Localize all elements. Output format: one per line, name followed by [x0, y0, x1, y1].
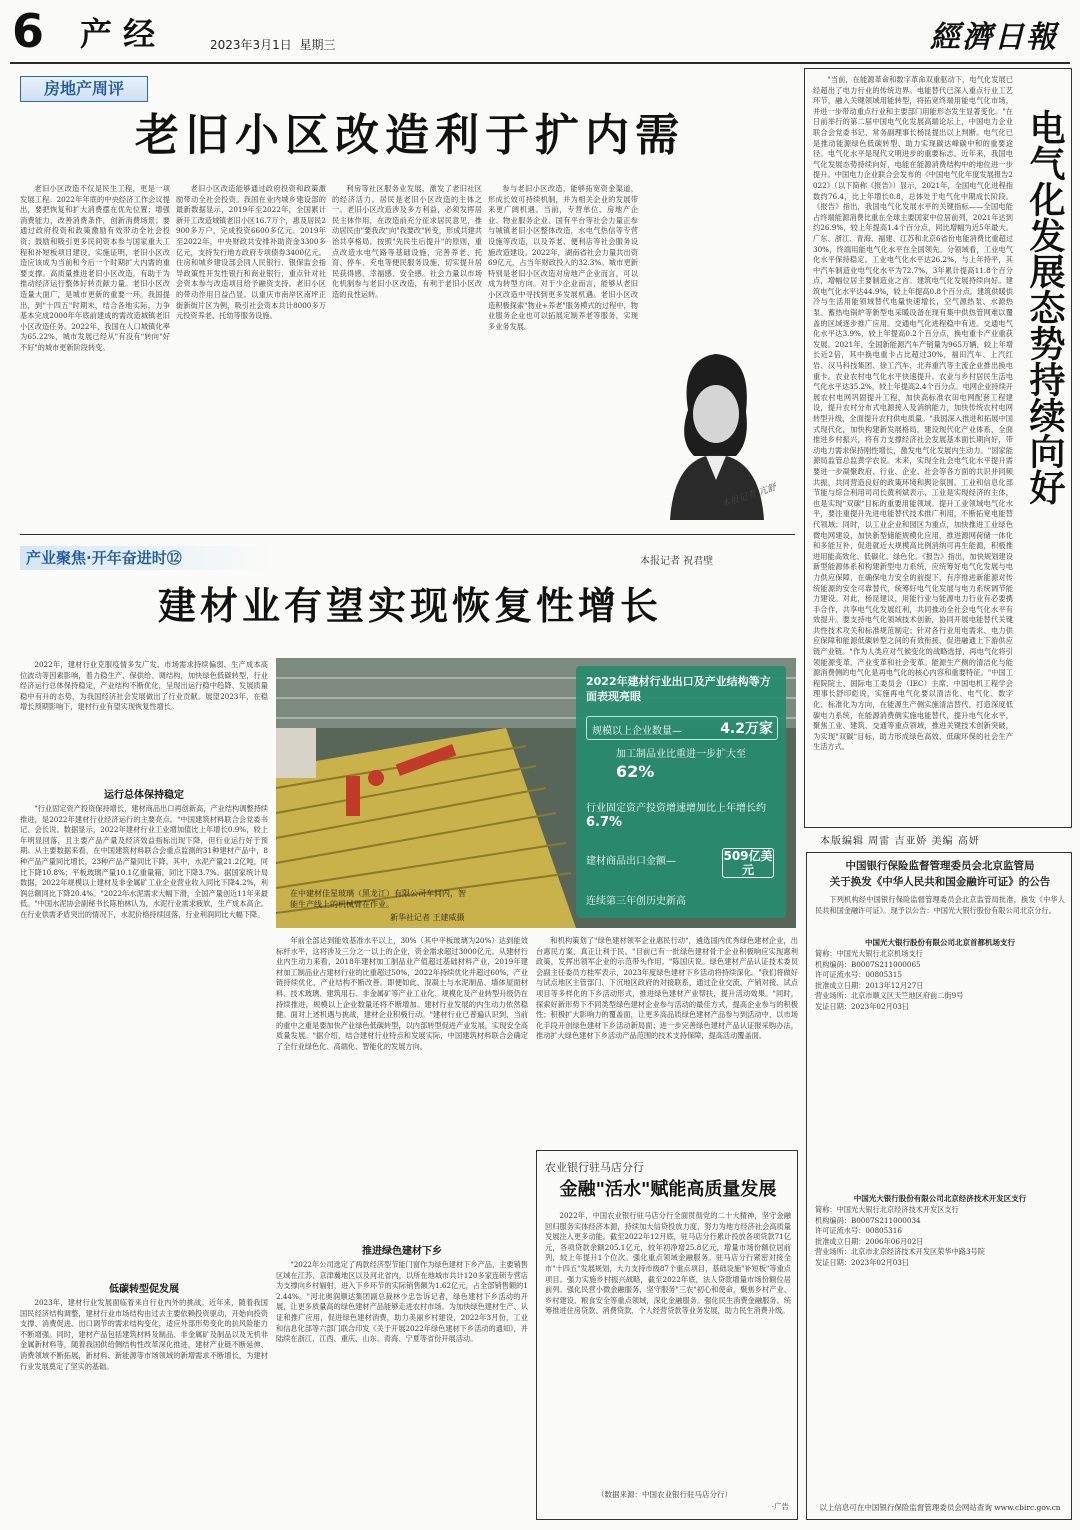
building-col3: 和机构策划了"绿色建材领军企业惠民行动"，遴选国内优秀绿色建材企业，出台惠民方案，真正让利于民。"目前已有一批绿色建材骨干企业积极响应实现惠利政策，发挥出领军企业的示范带头作用。"陈国庆说。绿色建材产品认证技术委员会副主任委员方桂军表示，2023年度绿色建材下乡活动将持续深化。"我们将做好与试点地区主管部门、下沉地区政府的对接联系，通过企业交流、产销对接、试点项目等多样化的下乡活动形式，推进绿色建材产业帮扶，提升活动效果。"同时，探索好新形势下不同类型绿色建材企业参与活动的最佳方式，提高企业参与的积极性；积极扩大影响力的覆盖面，让更多高品质绿色建材产品参与到活动中，以市场化手段开创绿色建材下乡活动新局面；进一步完善绿色建材产品认证报采购办法，推动扩大绿色建材下乡活动产品范围的技术支持保障，提高活动覆盖面。 [536, 936, 798, 1041]
entry-2-line-6: 发证日期：2023年02月03日 [815, 1257, 910, 1267]
subhead-lowcarbon: 低碳转型促发展 [109, 1284, 179, 1295]
entry-2-name: 中国光大银行股份有限公司北京经济技术开发区支行 [853, 1194, 1027, 1203]
housing-col-4: 参与老旧小区改造，能够拓宽资金渠道，形成长效可持续机制，并为相关企业的发展带来更广阔机遇。当前，专营单位、房地产企业、物业服务企业、国有平台等社会力量正参与城镇老旧小区整体改造，水电气热信等专营设施等改造，以及养老、便利店等社会服务设施改造建设。2022年，湖南省社会力量共出资69亿元，占当年财政投入的32.3%。城市更新特别是老旧小区改造对房地产企业而言，可以成为转型方向。对于少企业而言，能够从老旧小区改造中寻找到更多发展机遇。老旧小区改造积极探索"物业+养老"服务模式的过程中，物业服务企业也可以拓展定制养老等服务，实现多业务发展。 [488, 184, 638, 331]
entry-2-line-2: 机构编码：B0007S211000034 [815, 1215, 921, 1225]
page-number: 6 [12, 4, 45, 58]
building-headline: 建材业有望实现恢复性增长 [157, 584, 662, 628]
ad-abc-bank [536, 1150, 798, 1520]
building-col2b: "2022年公司选定了两款经济型节能门窗作为绿色建材下乡产品，主要销售区域在江苏、京津冀地区以及河北省内，以所在地城市共计120多家连锁专营店为支撑向乡村辐射，进入下乡环节的实际销售额为1.62亿元，占全部销售额的12.44%。"河北奥润顺达集团副总裁林少忠告诉记者，绿色建材下乡活动的开展，让更多质量高的绿色建材产品能够走进农村市场。为加快绿色建材生产、认证和推广应用，促进绿色建材消费，助力美丽乡村建设，2022年3月份，工业和信息化部等六部门联合印发《关于开展2022年绿色建材下乡活动的通知》，并陆续在浙江、江西、重庆、山东、青海、宁夏等省份开展活动。 [276, 1260, 528, 1344]
subhead-rural: 推进绿色建材下乡 [362, 1246, 442, 1257]
ad-cbirc-notice [806, 852, 1072, 1520]
infobox-title: 2022年建材行业出口及产业结构等方面表现亮眼 [586, 675, 771, 703]
page-header [0, 0, 1080, 64]
ad1-mark: ·广告 [771, 1502, 789, 1511]
ad2-entry-1 [815, 937, 1065, 1013]
housing-headline: 老旧小区改造利于扩内需 [135, 110, 685, 161]
electric-body: "当前，在能源革命和数字革命双重驱动下，电气化发展已经超出了电力行业的传统边界。电能替代已深入重点行业工艺环节，融入关键领域用能转型，将拓宽终端用能电气化市场，并进一步带动重点行业和主要部门用能形态发生显著变化。"在日前举行的第二届中国电气化发展高端论坛上，中国电力企业联合会党委书记、常务副理事长杨昆提出以上判断。电气化已是推动能源绿色低碳转型、助力实现碳达峰碳中和的重要途径。电气化水平是现代文明进步的重要标志。近年来，我国电气化发展态势持续向好，电能在能源消费结构中的地位进一步提升。中国电力企业联合会发布的《中国电气化年度发展报告2022》（以下简称《报告》）显示，2021年，全国电气化进程指数约76.4，比上年增长0.8，总体处于电气化中期成长阶段。《报告》指出，我国电气化发展水平的关键指标——全国电能占终端能源消费比重在全球主要国家中位居前列，2021年达到约26.9%，较上年提高1.4个百分点，同比增幅为近5年最大。广东、浙江、青海、福建、江苏和北京6省份电能消费比重超过30%，终端用能电气化水平在全国领先。分领域看，工业电气化水平保持稳定。工业电气化水平达26.2%，与上年持平，其中汽车制造业电气化水平为72.7%，3年累计提高11.8个百分点，增幅位居主要制造业之首。建筑电气化发展持续向好。建筑电气化水平达44.9%，较上年提高0.8个百分点。建筑供暖供冷与生活用能领域替代电量快速增长，空气源热泵、水源热泵、蓄热电锅炉等新型电采暖设备在现有集中供热管网难以覆盖的区域逐步推广应用。交通电气化进程稳中有进。交通电气化水平达3.9%，较上年提高0.2个百分点，换电重卡产业重获发展。2021年，全国新能源汽车产销量为965万辆，较上年增长近2倍，其中换电重卡占比超过30%，福田汽车、上汽红岩、汉马科技集团、徐工汽车、北奔重汽等主流企业推出换电重卡。农业农村电气化水平快速提升。农业与乡村居民生活电气化水平达35.2%，较上年提高2.4个百分点。电网企业持续开展农村电网巩固提升工程，加快高标准农田电网配套工程建设，提升农村分布式电源接入及消纳能力，加快传统农村电网转型升级，全面提升农村供电质量。"我国深入推进和拓展中国式现代化，加快构建新发展格局，建设现代化产业体系，全面推进乡村振兴，将有力支撑经济社会发展基本面长期向好，带动电力需求保持刚性增长，激发电气化发展内生动力。"国家能源局监管总监黄学农说。未来，实现全社会电气化水平提升需要进一步凝聚政府、行业、企业、社会等各方面的共识并同频共振，共同营造良好的政策环境和舆论氛围。工业和信息化部节能与综合利用司司长黄利斌表示，工业是实现经济的主体，也是实现"双碳"目标的重要用能领域。提升工业领域电气化水平，要注重提升先进电能替代技术推广利用，不断拓宽电能替代领域；同时，以工业企业和园区为重点，加快推进工业绿色微电网建设，加快新型储能规模化应用，推进源网荷储一体化和多能互补，促进就近大规模高比例消纳可再生能源，积极推进用能高效化、低碳化、绿色化。《报告》指出，加快规划建设新型能源体系和构建新型电力系统，应统筹好电气化发展与电力供应保障，在确保电力安全的前提下，有序推进新能源对传统能源的安全可靠替代，统筹好电气化发展与电力系统调节能力建设。对此，杨昆建议，用能行业与能源电力行业有必要携手合作，共享电气化发展红利，共同推动全社会电气化水平有效提升。要支持电气化领域技术创新，协同开展电能替代关键共性技术攻关和标准规范制定；针对各行业用电需求、电力供应保障和能源低碳转型之间的有效衔接，促进融通上下游供应链产业链。"作为人类应对气候变化的战略选择，再电气化将引领能源变革、产业变革和社会变革。能源生产侧的清洁化与能源消费侧的电气化是再电气化的核心内容和重要特征。"中国工程院院士、国际电工委员会（IEC）主席、中国电机工程学会理事长舒印彪说，实施再电气化要以清洁化、电气化、数字化、标准化为方向，在能源生产侧实施清洁替代，打造深度低碳电力系统，在能源消费侧实施电能替代，提升电气化水平，聚焦工业、建筑、交通等重点领域，推进关键技术创新突破，为实现"双碳"目标，助力形成绿色高效、低碳环保的社会生产生活方式。 [813, 75, 1013, 752]
housing-col-3: 利房等社区服务业发展，激发了老旧社区的经济活力。居民是老旧小区改造的主体之一。老旧小区改造涉及多方利益，必须发挥居民主体作用，在改造前充分征求居民意见，推动居民由"要我改"向"我要改"转变，形成共建共治共享格局。按照"先民生后提升"的原则，重点改造水电气路等基础设施，完善养老、托育、停车、充电等便民服务设施，切实提升居民获得感、幸福感、安全感。社会力量以市场化机制参与老旧小区改造，有利于老旧小区改造的良性运转。 [332, 184, 482, 299]
entry-1-line-6: 发证日期：2023年02月03日 [815, 1001, 910, 1011]
entry-1-name: 中国光大银行股份有限公司北京首都机场支行 [865, 938, 1015, 947]
entry-1-line-3: 许可证流水号：00805315 [815, 970, 902, 980]
ad1-source: （数据来源：中国农业银行驻马店分行） [597, 1490, 732, 1499]
photo-credit: 新华社记者 王建威摄 [390, 913, 465, 922]
infobox-item-4: 建材商品出口金额— 509亿美元 [586, 849, 773, 877]
entry-2-line-1: 简称：中国光大银行北京经济技术开发区支行 [815, 1205, 959, 1214]
electric-article [804, 68, 1072, 828]
building-intro: 2022年，建材行业克服疫情多发广发、市场需求持续偏弱、生产成本高位波动等因素影响，着力稳生产、保供给、调结构，加快绿色低碳转型，行业经济运行总体保持稳定，产业结构不断优化，呈现出运行稳中趋降、发展质量稳中有升的态势，为我国经济社会发展做出了行业贡献。展望2023年，在稳增长预期影响下，建材行业有望实现恢复性增长。 [20, 660, 268, 712]
section-name: 产 经 [80, 15, 156, 53]
ad1-head: 农业银行驻马店分行 [545, 1161, 644, 1174]
building-col2: 年前全部达到能效基准水平以上，30%（其中平板玻璃为20%）达到能效标杆水平，这将涉及三分之一以上的企业，资金需求超过3000亿元。从建材行业内生动力来看，2018年建材加工制品业产值超过基础材料产业，2019年建材加工制品业占建材行业的比重超过50%，2022年持续优化并超过60%，产业链持续优化，产业结构不断改善。即便如此，混凝土与水泥制品、墙体屋面材料、技术玻璃、建筑用石、非金属矿等产业工业化、规模化及产业转型升级仍在持续推进，规模以上企业数量还将不断增加。建材行业发展的内生动力依然稳健。面对上述机遇与挑战，建材企业积极行动。"建材行业已普遍认识到，当前的重中之重是要加快产业绿色低碳转型，以内部转型促进产业发展，实现安全高质量发展。"据介绍，结合建材行业特点和发展实际，中国建筑材料联合会确定了全行业绿色化、高端化、智能化的发展方向。 [276, 936, 528, 1051]
editors-line: 本版编辑 周雷 吉亚娇 美编 高妍 [820, 836, 980, 847]
entry-1-line-4: 批准成立日期：2013年12月27日 [815, 980, 924, 990]
ad2-subtitle: 关于换发《中华人民共和国金融许可证》的公告 [829, 876, 1051, 888]
ad2-entry-2 [815, 1193, 1065, 1269]
electric-headline: 电气化发展态势持续向好 [1024, 109, 1065, 505]
infobox-item-2: 加工制品业比重进一步扩大至 62% [616, 749, 746, 781]
ad1-title: 金融"活水"赋能高质量发展 [559, 1179, 777, 1200]
ad2-intro: 下列机构经中国银行保险监督管理委员会北京监管局批准，换发《中华人民共和国金融许可证》。现予以公告：中国光大银行股份有限公司北京分行。 [815, 895, 1065, 915]
infobox [576, 666, 786, 918]
entry-1-line-2: 机构编码：B0007S211000065 [815, 959, 921, 969]
header-rule [10, 62, 1070, 64]
housing-col-1: 老旧小区改造不仅是民生工程，更是一项发展工程。2022年年底的中央经济工作会议提出，要把恢复和扩大消费摆在优先位置；增强消费能力，改善消费条件，创新消费场景；要通过政府投资和政策激励有效带动全社会投资；鼓励和吸引更多民间资本参与国家重大工程和补短板项目建设。实施证明，老旧小区改造应该成为当前和今后一个时期扩大内需的重要支撑。高质量推进老旧小区改造，有助于为推动经济运行整体好转贡献力量。老旧小区改造量大面广，是城市更新的重要一环。我国提出，到"十四五"时期末，结合各地实际，力争基本完成2000年年底前建成的需改造城镇老旧小区改造任务。2022年，我国在人口城镇化率为65.22%，城市发展已经从"有没有"转向"好不好"的城市更新阶段转变。 [20, 184, 170, 352]
entry-2-line-3: 许可证流水号：00805316 [815, 1226, 902, 1236]
ad1-body: 2022年，中国农业银行驻马店分行全面贯彻党的二十大精神，坚守金融回归服务实体经济本源，持续加大信贷投放力度，努力为地方经济社会高质量发展注入更多动能。截至2022年12月底，驻马店分行累计投放各项贷款71亿元，各项贷款余额205.1亿元，较年初净增25.8亿元，增量市场份额位居前列，较上年提升1个位次。强化重点领域金融服务。驻马店分行紧密对接全市"十四五"发展规划，大力支持市级87个重点项目，基础设施"补短板"等重点项目。强力实施乡村振兴战略，截至2022年底，法人贷款增量市场份额位居前列。强化民营小微金融服务，坚守服务"三农"初心和使命，聚焦乡村产业、乡村建设、粮食安全等重点领域，深化金融服务。强化民生消费金融服务。统筹推进住房贷款、消费贷款、个人经营贷款等业务发展，助力民生消费升级。 [545, 1211, 791, 1316]
ad2-title: 中国银行保险监督管理委员会北京监管局 [845, 860, 1035, 872]
ad2-footer: 以上信息可在中国银行保险监督管理委员会网站查询 www.cbirc.gov.cn [819, 1503, 1061, 1512]
housing-tag-label: 房地产周评 [43, 79, 124, 98]
building-byline: 本报记者 祝君壁 [640, 556, 714, 567]
building-tag: 产业聚焦·开年奋进时⑫ [20, 546, 270, 570]
author-signature: 本报记者 亢舒 [720, 482, 778, 510]
entry-2-line-5: 营业场所：北京市北京经济技术开发区荣华中路3号院 [815, 1247, 985, 1257]
housing-bottom-rule [20, 534, 795, 535]
subhead-stable: 运行总体保持稳定 [104, 790, 184, 801]
building-col1b: 2023年，建材行业发展面临着来自行业内外的挑战。近年来，随着我国国民经济结构调整，建材行业市场结构由过去主要依赖投资驱动，开始向投资支撑、消费促进、出口调节的需求结构变化，适应外部形势变化的抗风险能力不断增强。同时，建材产品包括建筑材料及制品、非金属矿及制品以及无机非金属新材料等，随着我国供给侧结构性改革深化推进，建材产业链不断延伸、消费领域不断拓展，新材料、新能源等市场领域的新增需求不断增长，为建材行业发展奠定了坚实的基础。 [20, 1298, 268, 1371]
infobox-item-5: 连续第三年创历史新高 [586, 896, 686, 907]
housing-col-2: 老旧小区改造能够通过政府投资和政策激励带动全社会投资。我国在业内城乡建设部的最新数据显示，2019年至2022年，全国累计新开工改造城镇老旧小区16.7万个，惠及居民2900多万户，完成投资6600多亿元。2019年至2022年，中央财政共安排补助资金3300多亿元，支持发行地方政府专项债券3400亿元。住房和城乡建设部会同人民银行、银保监会指导政策性开发性银行和商业银行，重点针对社会资本参与改造项目给予融资支持。老旧小区的带动作用日益凸显。以重庆市南岸区南坪正街新街片区为例，吸引社会资本共计8000多万元投资养老、托幼等服务设施。 [176, 184, 326, 321]
housing-tag [20, 76, 148, 102]
entry-1-line-1: 简称：中国光大银行北京机场支行 [815, 949, 923, 958]
masthead-logo: 經濟日報 [930, 20, 1058, 55]
entry-2-line-4: 批准成立日期：2006年06月02日 [815, 1236, 924, 1246]
issue-date: 2023年3月1日 星期三 [210, 38, 336, 52]
building-col1: "行业固定资产投资保持增长，建材商品出口再创新高，产业结构调整持续推进，是2022年建材行业经济运行的主要亮点。"中国建筑材料联合会党委书记、会长说。数据显示，2022年建材行业工业增加值比上年增长0.9%，较上年明显回落，且主要产品产量及经济效益指标出现下降，但行业运行好于预期。从主要数据来看，在中国建筑材料联合会重点监测的31种建材产品中，8种产品产量同比增长，23种产品产量同比下降。其中，水泥产量21.2亿吨，同比下降10.8%；平板玻璃产量10.1亿重量箱，同比下降3.7%。据国家统计局数据，2022年规模以上建材及非金属矿工业企业营业收入同比下降4.2%，利润总额同比下降20.4%。"2022年水泥需求大幅下滑，全国产量创近11年来最低。"中国水泥协会副秘书长陈柏林认为，水泥行业需求疲软，生产成本高企。在行业供需矛盾突出的情况下，水泥价格持续回落，行业利润同比大幅下降。 [20, 804, 268, 919]
photo-caption: 在中建材佳星玻璃（黑龙江）有限公司车间内，智能生产线上的机械臂在作业。 [290, 889, 466, 909]
infobox-item-1: 规模以上企业数量— 4.2万家 [586, 716, 778, 740]
entry-1-line-5: 营业场所：北京市顺义区天竺地区府前二街9号 [815, 991, 964, 1001]
infobox-item-3: 行业固定资产投资增速增加比上年增长约 6.7% [586, 803, 766, 830]
